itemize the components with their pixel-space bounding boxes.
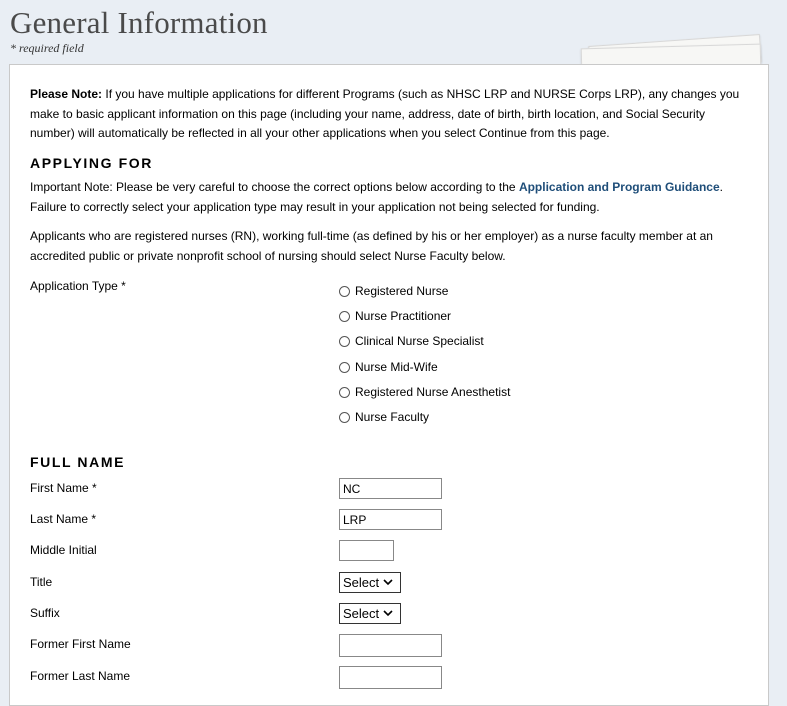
radio-nurse-mid-wife[interactable] [339,360,438,374]
last-name-label: Last Name * [30,512,97,526]
last-name-input[interactable] [339,509,442,530]
suffix-select[interactable] [339,603,401,624]
chevron-down-icon [383,579,393,586]
paper-stack-decoration [577,36,767,66]
radio-button[interactable] [339,362,350,373]
radio-button[interactable] [339,387,350,398]
former-last-name-label: Former Last Name [30,669,131,683]
important-note [30,178,750,217]
former-last-name-input[interactable] [339,666,442,689]
notice-label: Please Note: [30,87,103,101]
radio-label: Registered Nurse [355,284,449,298]
title-label: Title [30,575,53,589]
page-header [10,4,268,56]
radio-button[interactable] [339,311,350,322]
applying-for-heading: APPLYING FOR [30,155,153,171]
radio-clinical-nurse-specialist[interactable] [339,334,484,348]
title-select-value: Select [343,575,380,590]
middle-initial-input[interactable] [339,540,394,561]
suffix-label: Suffix [30,606,60,620]
page-title: General Information [10,5,268,40]
radio-label: Clinical Nurse Specialist [355,334,484,348]
radio-label: Nurse Faculty [355,410,430,424]
suffix-select-value: Select [343,606,380,621]
application-guidance-link[interactable]: Application and Program Guidance [518,180,720,194]
important-note-suffix: . Failure to correctly select your application type may result in your application not being selected for funding. [30,180,723,214]
radio-nurse-faculty[interactable] [339,410,429,424]
full-name-heading: FULL NAME [30,454,126,470]
former-first-name-label: Former First Name [30,637,131,651]
title-select[interactable] [339,572,401,593]
radio-button[interactable] [339,286,350,297]
first-name-input[interactable] [339,478,442,499]
application-type-label: Application Type * [30,279,126,293]
radio-label: Registered Nurse Anesthetist [355,385,511,399]
important-note-prefix: Important Note: Please be very careful to choose the correct options below according to the [30,180,519,194]
radio-registered-nurse-anesthetist[interactable] [339,385,510,399]
radio-label: Nurse Mid-Wife [355,360,438,374]
multiple-applications-notice [30,85,750,144]
nurse-faculty-note: Applicants who are registered nurses (RN), working full-time (as defined by his or her employer) as a nurse faculty member at an accredited public or private nonprofit school of nursing should select Nurse Faculty below. [30,229,713,263]
radio-button[interactable] [339,412,350,423]
required-field-note: * required field [10,41,84,55]
radio-button[interactable] [339,336,350,347]
radio-label: Nurse Practitioner [355,309,452,323]
chevron-down-icon [383,610,393,617]
radio-nurse-practitioner[interactable] [339,309,451,323]
notice-text: If you have multiple applications for different Programs (such as NHSC LRP and NURSE Corps LRP), any changes you make to basic applicant information on this page (including your name, address, date of birth, birth location, and Social Security number) will automatically be reflected in all your other applications when you select Continue from this page. [30,87,740,140]
content-panel [9,64,769,706]
former-first-name-input[interactable] [339,634,442,657]
middle-initial-label: Middle Initial [30,543,97,557]
radio-registered-nurse[interactable] [339,284,448,298]
first-name-label: First Name * [30,481,97,495]
